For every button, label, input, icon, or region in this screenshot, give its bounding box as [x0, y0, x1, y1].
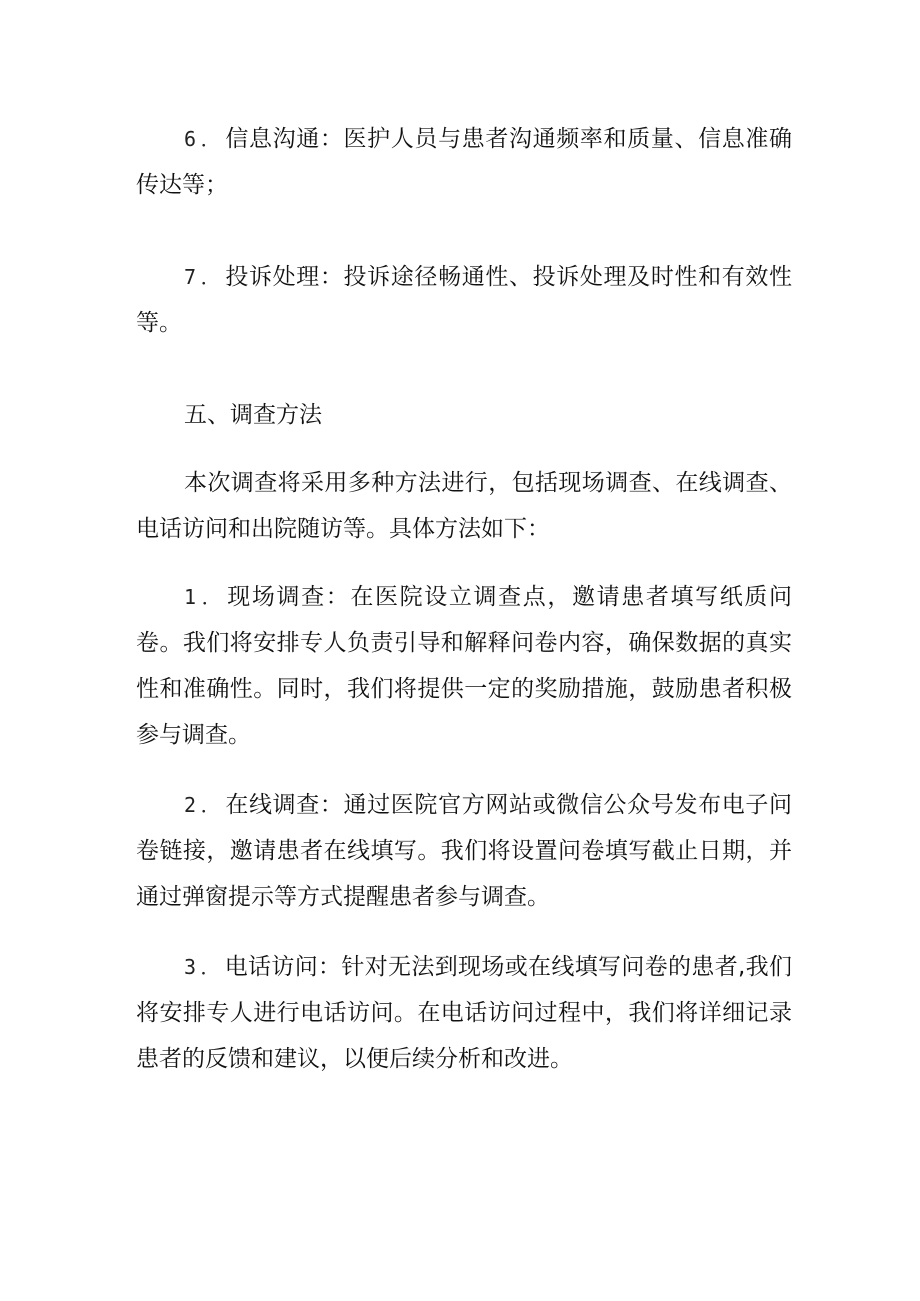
item-text: 信息沟通：医护人员与患者沟通频率和质量、信息准确传达等；: [136, 126, 793, 198]
list-item-complaint-handling: [136, 254, 792, 346]
heading-text: 五、调查方法: [184, 402, 322, 428]
list-item-phone-interview: [136, 944, 792, 1082]
item-number: 7．: [184, 265, 226, 289]
paragraph-text: 本次调查将采用多种方法进行，包括现场调查、在线调查、电话访问和出院随访等。具体方法如下：: [136, 470, 792, 542]
item-text: 投诉处理：投诉途径畅通性、投诉处理及时性和有效性等。: [136, 264, 793, 336]
item-number: 2．: [184, 793, 226, 817]
item-text: 电话访问：针对无法到现场或在线填写问卷的患者,我们将安排专人进行电话访问。在电话访问过程中，我们将详细记录患者的反馈和建议，以便后续分析和改进。: [136, 954, 793, 1072]
list-item-information-communication: [136, 116, 792, 208]
list-item-online-survey: [136, 782, 792, 920]
item-number: 1．: [184, 585, 228, 609]
intro-paragraph: [136, 460, 792, 552]
item-text: 现场调查：在医院设立调查点，邀请患者填写纸质问卷。我们将安排专人负责引导和解释问卷内容，确保数据的真实性和准确性。同时，我们将提供一定的奖励措施，鼓励患者积极参与调查。: [136, 584, 793, 748]
list-item-onsite-survey: [136, 574, 792, 758]
item-number: 6．: [184, 127, 226, 151]
item-text: 在线调查：通过医院官方网站或微信公众号发布电子问卷链接，邀请患者在线填写。我们将设置问卷填写截止日期，并通过弹窗提示等方式提醒患者参与调查。: [136, 792, 793, 910]
document-body: [136, 116, 792, 1082]
section-heading-survey-methods: [136, 392, 792, 438]
item-number: 3．: [184, 955, 225, 979]
